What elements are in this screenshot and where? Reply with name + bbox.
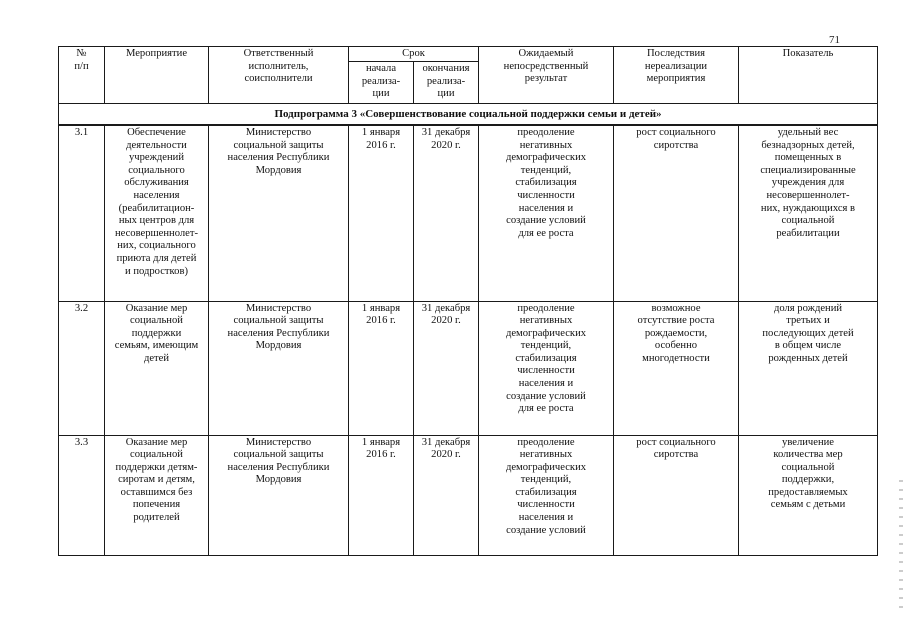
header-consequences: Последствия нереализации мероприятия	[614, 47, 739, 104]
end-date-cell: 31 декабря 2020 г.	[414, 301, 479, 435]
responsible-cell: Министерство социальной защиты населения Республики Мордовия	[209, 125, 349, 301]
row-number: 3.2	[59, 301, 105, 435]
start-date-cell: 1 января 2016 г.	[349, 435, 414, 555]
activity-cell: Оказание мер социальной поддержки детям- сиротам и детям, оставшимся без попечения родителей	[105, 435, 209, 555]
header-row-1	[59, 47, 878, 62]
start-date-cell: 1 января 2016 г.	[349, 301, 414, 435]
table-row	[59, 435, 878, 555]
activity-cell: Оказание мер социальной поддержки семьям, имеющим детей	[105, 301, 209, 435]
subprogram-title: Подпрограмма 3 «Совершенствование социальной поддержки семьи и детей»	[59, 104, 878, 126]
page-number: 71	[829, 34, 840, 46]
end-date-cell: 31 декабря 2020 г.	[414, 435, 479, 555]
header-num: № п/п	[59, 47, 105, 104]
row-number: 3.3	[59, 435, 105, 555]
header-responsible: Ответственный исполнитель, соисполнители	[209, 47, 349, 104]
table-row	[59, 301, 878, 435]
table-row	[59, 125, 878, 301]
activity-cell: Обеспечение деятельности учреждений социального обслуживания населения (реабилитацион- ных центров для несовершеннолет- них, социального приюта для детей и подростков)	[105, 125, 209, 301]
indicator-cell: доля рождений третьих и последующих детей в общем числе рожденных детей	[739, 301, 878, 435]
expected-result-cell: преодоление негативных демографических тенденций, стабилизация численности населения и создание условий для ее роста	[479, 125, 614, 301]
consequence-cell: возможное отсутствие роста рождаемости, особенно многодетности	[614, 301, 739, 435]
header-term: Срок	[349, 47, 479, 62]
responsible-cell: Министерство социальной защиты населения Республики Мордовия	[209, 435, 349, 555]
header-activity: Мероприятие	[105, 47, 209, 104]
consequence-cell: рост социального сиротства	[614, 435, 739, 555]
header-expected-result: Ожидаемый непосредственный результат	[479, 47, 614, 104]
responsible-cell: Министерство социальной защиты населения Республики Мордовия	[209, 301, 349, 435]
indicator-cell: удельный вес безнадзорных детей, помещенных в специализированные учреждения для несовершеннолет- них, нуждающихся в социальной реабилитации	[739, 125, 878, 301]
row-number: 3.1	[59, 125, 105, 301]
consequence-cell: рост социального сиротства	[614, 125, 739, 301]
subprogram-row	[59, 104, 878, 126]
program-activities-table	[58, 46, 878, 556]
expected-result-cell: преодоление негативных демографических тенденций, стабилизация численности населения и создание условий для ее роста	[479, 301, 614, 435]
scan-edge-marks	[899, 480, 903, 610]
start-date-cell: 1 января 2016 г.	[349, 125, 414, 301]
expected-result-cell: преодоление негативных демографических тенденций, стабилизация численности населения и создание условий	[479, 435, 614, 555]
header-indicator: Показатель	[739, 47, 878, 104]
header-term-end: окончания реализа- ции	[414, 62, 479, 104]
header-term-start: начала реализа- ции	[349, 62, 414, 104]
end-date-cell: 31 декабря 2020 г.	[414, 125, 479, 301]
indicator-cell: увеличение количества мер социальной поддержки, предоставляемых семьям с детьми	[739, 435, 878, 555]
